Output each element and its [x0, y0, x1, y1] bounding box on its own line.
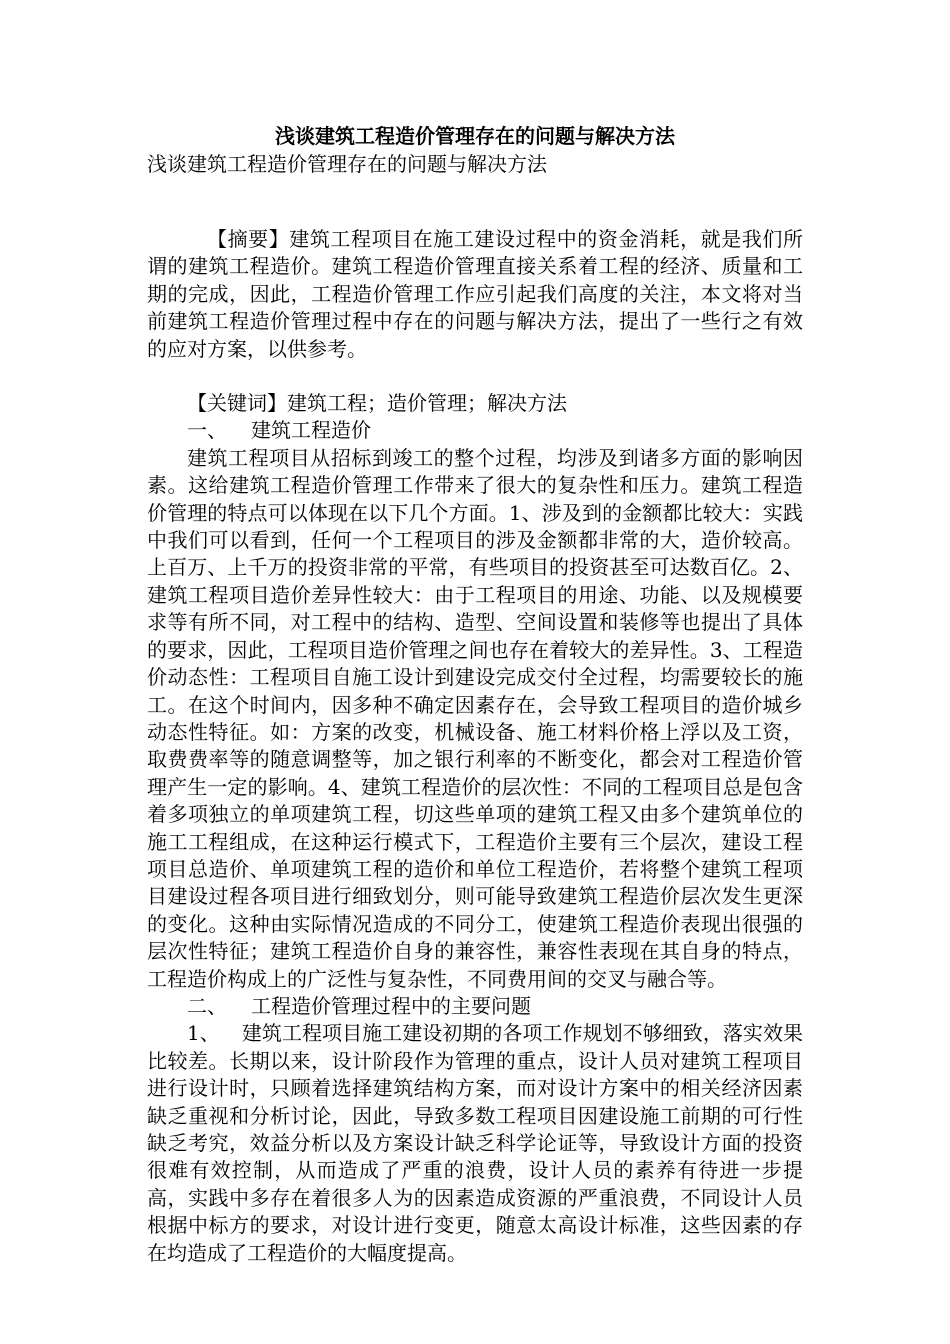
section-2-item-1-body: 建筑工程项目施工建设初期的各项工作规划不够细致，落实效果比较差。长期以来，设计阶段作为管理的重点，设计人员对建筑工程项目进行设计时，只顾着选择建筑结构方案，而对设计方案中的相关经济因素缺乏重视和分析讨论，因此，导致多数工程项目因建设施工前期的可行性缺乏考究，效益分析以及方案设计缺乏科学论证等，导致设计方面的投资很难有效控制，从而造成了严重的浪费，设计人员的素养有待进一步提高，实践中多存在着很多人为的因素造成资源的严重浪费，不同设计人员根据中标方的要求，对设计进行变更，随意太高设计标准，这些因素的存在均造成了工程造价的大幅度提高。 [147, 1021, 803, 1265]
section-2-heading [147, 993, 803, 1020]
abstract-paragraph: 【摘要】建筑工程项目在施工建设过程中的资金消耗，就是我们所谓的建筑工程造价。建筑工程造价管理直接关系着工程的经济、质量和工期的完成，因此，工程造价管理工作应引起我们高度的关注，本文将对当前建筑工程造价管理过程中存在的问题与解决方法，提出了一些行之有效的应对方案，以供参考。 [147, 227, 803, 361]
section-1-body: 建筑工程项目从招标到竣工的整个过程，均涉及到诸多方面的影响因素。这给建筑工程造价管理工作带来了很大的复杂性和压力。建筑工程造价管理的特点可以体现在以下几个方面。1、涉及到的金额都比较大：实践中我们可以看到，任何一个工程项目的涉及金额都非常的大，造价较高。上百万、上千万的投资非常的平常，有些项目的投资甚至可达数百亿。2、建筑工程项目造价差异性较大：由于工程项目的用途、功能、以及规模要求等有所不同，对工程中的结构、造型、空间设置和装修等也提出了具体的要求，因此，工程项目造价管理之间也存在着较大的差异性。3、工程造价动态性：工程项目自施工设计到建设完成交付全过程，均需要较长的施工。在这个时间内，因多种不确定因素存在，会导致工程项目的造价城乡动态性特征。如：方案的改变，机械设备、施工材料价格上浮以及工资，取费费率等的随意调整等，加之银行利率的不断变化，都会对工程造价管理产生一定的影响。4、建筑工程造价的层次性：不同的工程项目总是包含着多项独立的单项建筑工程，切这些单项的建筑工程又由多个建筑单位的施工工程组成，在这种运行模式下，工程造价主要有三个层次，建设工程项目总造价、单项建筑工程的造价和单位工程造价，若将整个建筑工程项目建设过程各项目进行细致划分，则可能导致建筑工程造价层次发生更深的变化。这种由实际情况造成的不同分工，使建筑工程造价表现出很强的层次性特征；建筑工程造价自身的兼容性，兼容性表现在其自身的特点，工程造价构成上的广泛性与复杂性，不同费用间的交叉与融合等。 [147, 445, 803, 991]
section-1-heading [147, 417, 803, 444]
section-1-number: 一、 [187, 418, 227, 443]
keywords-line: 【关键词】建筑工程；造价管理；解决方法 [187, 391, 567, 416]
document-title: 浅谈建筑工程造价管理存在的问题与解决方法 [275, 124, 675, 148]
document-subtitle: 浅谈建筑工程造价管理存在的问题与解决方法 [147, 152, 547, 176]
section-2-number: 二、 [187, 993, 227, 1018]
section-2-item-1-number: 1、 [187, 1021, 220, 1046]
section-2-item-1 [147, 1020, 803, 1267]
section-1-title: 建筑工程造价 [251, 418, 371, 443]
section-2-title: 工程造价管理过程中的主要问题 [251, 993, 531, 1018]
document-body [147, 122, 803, 1267]
